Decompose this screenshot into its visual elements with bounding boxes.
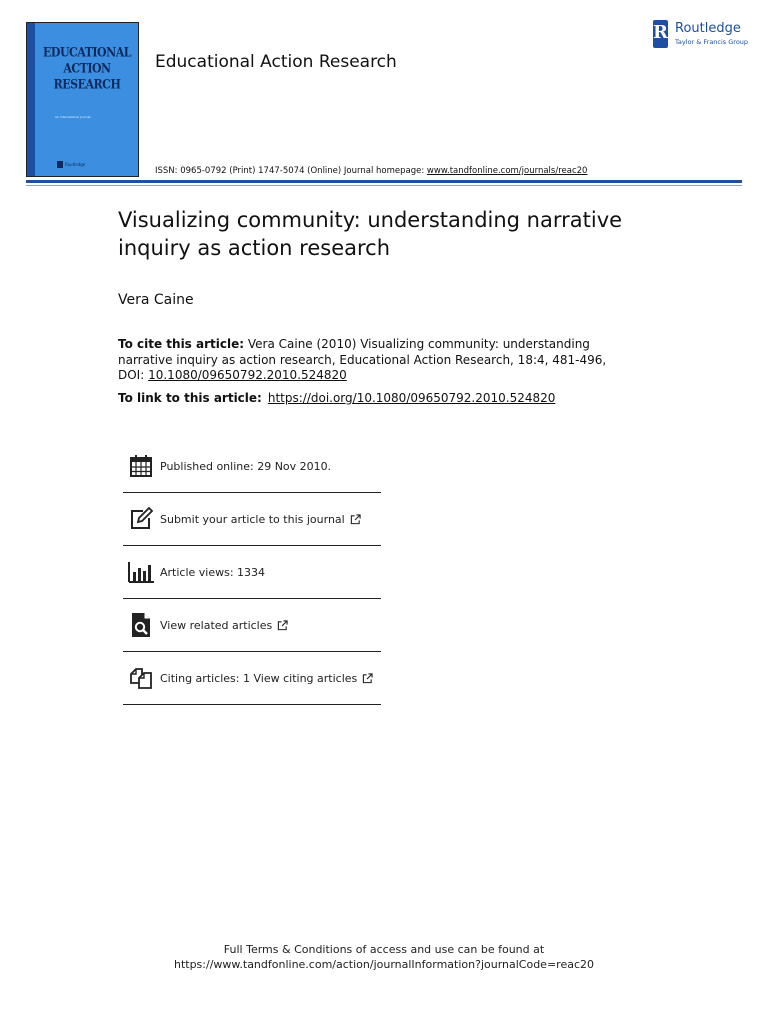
cover-title: [41, 45, 133, 93]
cover-spine: [27, 23, 35, 176]
cover-publisher-logo: [57, 161, 63, 168]
calendar-icon: [127, 453, 155, 479]
info-citing-articles[interactable]: [123, 652, 381, 705]
publisher-name: Routledge: [675, 21, 741, 36]
search-document-icon: [127, 612, 155, 638]
link-label: To link to this article:: [118, 391, 262, 405]
citing-articles-label: Citing articles: 1 View citing articles: [160, 671, 358, 685]
footer-terms-link[interactable]: https://www.tandfonline.com/action/journalInformation?journalCode=reac20: [173, 958, 595, 971]
article-title: Visualizing community: understanding narrative inquiry as action research: [118, 208, 623, 260]
article-info-list: [123, 440, 381, 705]
citing-articles-link[interactable]: [160, 672, 373, 685]
link-block: [118, 391, 555, 405]
publisher-logo: [653, 20, 753, 50]
citation-block: [118, 337, 618, 384]
submit-article-label: Submit your article to this journal: [160, 512, 345, 526]
terms-footer: [0, 942, 768, 972]
cite-text: Vera Caine (2010) Visualizing community: understanding narrative inquiry as action research, Educational Action Research, 18:4, 481-496, DOI:: [118, 337, 607, 382]
external-link-icon: [362, 673, 373, 684]
publisher-subtitle: Taylor & Francis Group: [675, 38, 749, 46]
cover-publisher-name: Routledge: [65, 162, 86, 167]
journal-cover-image: [26, 22, 139, 177]
info-submit-article[interactable]: [123, 493, 381, 546]
issn-line: [155, 166, 587, 176]
cite-doi-link[interactable]: 10.1080/09650792.2010.524820: [148, 368, 347, 382]
info-related-articles[interactable]: [123, 599, 381, 652]
issn-text: ISSN: 0965-0792 (Print) 1747-5074 (Online) Journal homepage:: [155, 166, 427, 176]
journal-homepage-link[interactable]: www.tandfonline.com/journals/reac20: [426, 166, 588, 176]
cover-subtitle: An International Journal: [55, 115, 91, 119]
related-articles-link[interactable]: [160, 619, 288, 632]
header-divider-thin: [26, 185, 742, 186]
info-published: [123, 440, 381, 493]
routledge-r-icon: R: [653, 20, 668, 48]
footer-terms-text: Full Terms & Conditions of access and use can be found at: [223, 943, 545, 956]
submit-article-link[interactable]: [160, 513, 361, 526]
published-date-text: Published online: 29 Nov 2010.: [160, 459, 332, 473]
bar-chart-icon: [127, 559, 155, 585]
cover-title-line: EDUCATIONAL: [43, 45, 131, 60]
copy-documents-icon: [127, 665, 155, 691]
cite-label: To cite this article:: [118, 337, 245, 351]
article-doi-link[interactable]: https://doi.org/10.1080/09650792.2010.524820: [267, 391, 556, 405]
journal-title: Educational Action Research: [155, 52, 397, 72]
edit-icon: [127, 506, 155, 532]
external-link-icon: [277, 620, 288, 631]
header-divider: [26, 180, 742, 183]
info-article-views: [123, 546, 381, 599]
article-author: Vera Caine: [118, 292, 194, 308]
cover-title-line: ACTION: [63, 61, 111, 77]
article-views-text: Article views: 1334: [160, 565, 266, 579]
related-articles-label: View related articles: [160, 618, 273, 632]
external-link-icon: [350, 514, 361, 525]
cover-title-line: RESEARCH: [53, 77, 121, 93]
